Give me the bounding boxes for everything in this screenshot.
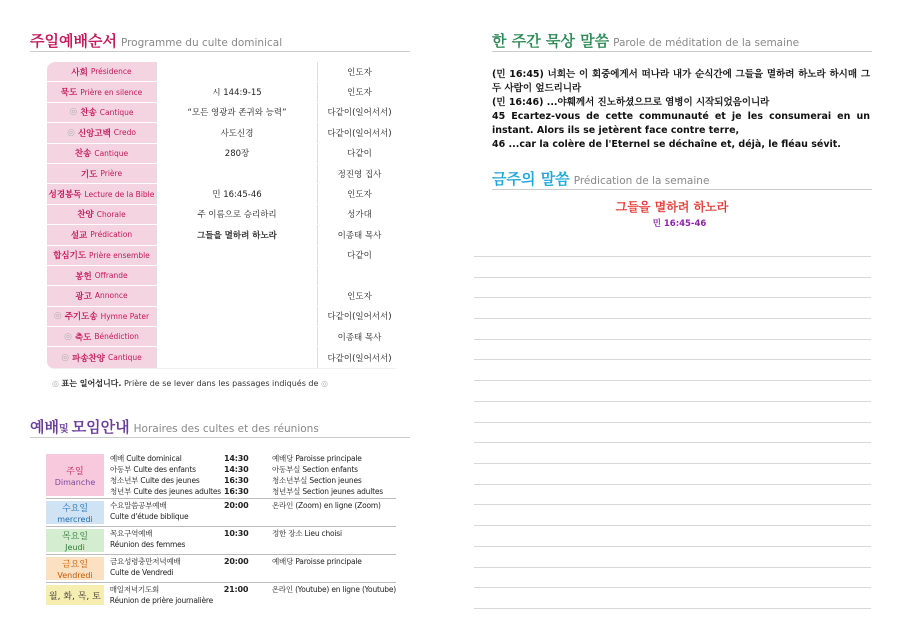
- program-row: [47, 103, 401, 123]
- ring-icon: ◎: [53, 311, 62, 322]
- schedule-day-ko: 월, 화, 목, 토: [48, 591, 101, 602]
- schedule-items: [104, 499, 396, 526]
- program-item-label: [47, 246, 156, 265]
- note-line: [474, 525, 871, 526]
- program-item-fr: Lecture de la Bible: [84, 189, 155, 199]
- program-item-content: 그들을 멸하려 하노라: [156, 225, 318, 244]
- program-item-fr: Cantique: [99, 107, 134, 117]
- program-item-ko: 축도: [74, 332, 92, 343]
- program-item-person: 인도자: [318, 82, 401, 101]
- program-row: [47, 347, 401, 367]
- schedule-item-name: 청년부 Culte des jeunes adultes: [110, 487, 221, 496]
- program-item-fr: Cantique: [94, 148, 129, 158]
- program-item-fr: Prière: [100, 169, 123, 179]
- schedule-day-fr: Vendredi: [57, 571, 93, 580]
- program-item-label: [47, 103, 156, 122]
- schedule-item-name: 목요구역예배: [110, 529, 153, 538]
- program-item-person: 다같이(일어서서): [318, 347, 401, 367]
- schedule-item-name: Culte d'étude biblique: [110, 512, 189, 521]
- schedule-item-place: [272, 511, 396, 522]
- program-row: [47, 184, 401, 204]
- schedule-items: [104, 527, 396, 554]
- schedule-item-time: [224, 567, 272, 578]
- program-item-content: 주 이름으로 승리하리: [156, 205, 318, 224]
- note-line: [474, 484, 871, 485]
- program-item-fr: Prière en silence: [80, 87, 143, 97]
- program-row: [47, 82, 401, 102]
- program-item-person: 다같이: [318, 246, 401, 265]
- schedule-table: [46, 452, 396, 607]
- program-item-content: [156, 327, 318, 346]
- program-item-fr: Credo: [113, 128, 136, 138]
- schedule-items: [104, 555, 396, 582]
- schedule-item-place: [272, 539, 396, 550]
- sermon-text: 그들을 멸하려 하노라: [615, 200, 729, 214]
- schedule-title-fr: Horaires des cultes et des réunions: [133, 423, 319, 435]
- schedule-day-ko: 목요일: [61, 532, 89, 542]
- note-line: [474, 318, 871, 319]
- meditation-title-fr: Parole de méditation de la semaine: [613, 37, 800, 49]
- schedule-row: [46, 583, 396, 607]
- schedule-item-place: 온라인 (Zoom) en ligne (Zoom): [272, 501, 381, 510]
- program-item-label: [47, 347, 156, 367]
- program-title-fr: Programme du culte dominical: [120, 37, 283, 49]
- sermon-title-ko: 금주의 말씀: [492, 170, 570, 188]
- program-item-label: [47, 144, 156, 163]
- schedule-item-place: [272, 595, 396, 606]
- note-line: [474, 339, 871, 340]
- schedule-day-ko: 수요일: [61, 504, 89, 514]
- program-row: [47, 307, 401, 327]
- program-item-person: 이종태 목사: [318, 225, 401, 244]
- program-row: [47, 123, 401, 143]
- schedule-items: [104, 583, 396, 607]
- schedule-item-place: 예배당 Paroisse principale: [272, 557, 362, 566]
- program-item-label: [47, 82, 156, 101]
- program-row: [47, 205, 401, 225]
- program-item-label: [47, 225, 156, 244]
- meditation-line: 46 ...car la colère de l'Eternel se déchaîne et, déjà, le fléau sévit.: [492, 139, 841, 150]
- schedule-item: [110, 528, 396, 539]
- program-item-fr: Annonce: [94, 291, 128, 301]
- program-item-fr: Prière ensemble: [89, 250, 150, 260]
- schedule-row: [46, 555, 396, 583]
- schedule-row: [46, 452, 396, 499]
- meditation-line: (민 16:46) ...야훼께서 진노하셨으므로 염병이 시작되었음이니라: [492, 97, 770, 108]
- schedule-item-name: 수요말씀공부예배: [110, 501, 167, 510]
- schedule-item-place: 청소년부실 Section jeunes: [272, 476, 362, 485]
- program-section-title: [30, 30, 282, 51]
- program-item-ko: 신앙고백: [77, 128, 111, 139]
- note-line: [474, 546, 871, 547]
- meditation-line: 45 Ecartez-vous de cette communauté et je les consumerai en un instant. Alors ils se jetèrent face contre terre,: [492, 111, 870, 136]
- schedule-item-name: Réunion de prière journalière: [109, 596, 214, 605]
- schedule-item: [110, 511, 396, 522]
- schedule-item-name: 금요성령충만저녁예배: [110, 557, 181, 566]
- sermon-reference: 민 16:45-46: [652, 219, 707, 229]
- program-item-content: [156, 246, 318, 265]
- program-title-rule: [30, 51, 410, 52]
- program-item-content: 시 144:9-15: [156, 82, 318, 101]
- schedule-item-time: 14:30: [224, 465, 249, 474]
- note-line: [474, 256, 871, 257]
- program-row: [47, 246, 401, 266]
- schedule-day: [46, 454, 104, 496]
- program-row: [47, 286, 401, 306]
- note-line: [474, 608, 871, 609]
- schedule-item-time: 16:30: [224, 487, 249, 496]
- program-row: [47, 144, 401, 164]
- schedule-item-name: 예배 Culte dominical: [110, 454, 182, 463]
- program-item-fr: Prédication: [90, 230, 133, 240]
- meditation-text: [492, 68, 870, 152]
- schedule-row: [46, 499, 396, 527]
- schedule-section-title: [30, 416, 319, 437]
- program-row: [47, 62, 401, 82]
- program-item-content: [156, 62, 318, 81]
- program-item-person: 이종태 목사: [318, 327, 401, 346]
- schedule-item-place: 예배당 Paroisse principale: [272, 454, 362, 463]
- program-row: [47, 327, 401, 347]
- schedule-item-place: 온라인 (Youtube) en ligne (Youtube): [271, 585, 396, 594]
- program-item-person: 다같이(일어서서): [318, 103, 401, 122]
- program-item-person: 다같이(일어서서): [318, 123, 401, 142]
- schedule-item: [110, 595, 396, 606]
- note-line: [474, 359, 871, 360]
- program-item-content: [156, 307, 318, 326]
- schedule-item-name: Culte de Vendredi: [110, 568, 174, 577]
- program-item-label: [47, 327, 156, 346]
- program-item-person: 다같이: [318, 144, 401, 163]
- ring-icon: ◎: [61, 352, 70, 363]
- program-item-label: [47, 307, 156, 326]
- schedule-item-place: 아동부실 Section enfants: [272, 465, 358, 474]
- program-item-fr: Cantique: [107, 353, 142, 363]
- program-row: [47, 225, 401, 245]
- note-fr: Prière de se lever dans les passages indiqués de: [124, 379, 319, 388]
- program-item-content: 280장: [156, 144, 318, 163]
- note-line: [474, 380, 871, 381]
- program-item-content: 사도신경: [156, 123, 318, 142]
- program-item-ko: 찬송: [80, 108, 97, 119]
- schedule-row: [46, 527, 396, 555]
- program-item-fr: Bénédiction: [94, 332, 139, 342]
- program-item-person: 성가대: [318, 205, 401, 224]
- program-item-fr: Chorale: [96, 209, 126, 219]
- schedule-day: [46, 557, 104, 580]
- schedule-item-time: 20:00: [224, 557, 249, 566]
- schedule-item-name: Réunion des femmes: [110, 540, 186, 549]
- program-item-label: [47, 184, 156, 203]
- schedule-day-ko: 금요일: [61, 560, 89, 570]
- schedule-title-rule: [30, 437, 410, 438]
- schedule-item: [110, 475, 396, 486]
- schedule-item-time: 10:30: [224, 529, 249, 538]
- schedule-day: [46, 501, 104, 524]
- program-item-fr: Hymne Pater: [100, 311, 150, 321]
- schedule-day-fr: Dimanche: [54, 477, 96, 487]
- schedule-item: [110, 500, 396, 511]
- program-row: [47, 266, 401, 286]
- schedule-item: [110, 567, 396, 578]
- program-item-label: [47, 164, 156, 183]
- schedule-day: [46, 585, 104, 605]
- schedule-item: [110, 453, 396, 464]
- program-item-ko: 기도: [80, 169, 98, 180]
- program-item-label: [47, 266, 156, 285]
- note-line: [474, 442, 871, 443]
- ring-icon: ◎: [67, 127, 75, 138]
- note-line: [474, 422, 871, 423]
- note-line: [474, 587, 871, 588]
- program-row: [47, 164, 401, 184]
- schedule-item-time: [224, 511, 272, 522]
- schedule-title-ko: 예배및 모임안내: [30, 418, 130, 436]
- schedule-item-name: 청소년부 Culte des jeunes: [110, 476, 200, 485]
- schedule-item-time: [224, 595, 272, 606]
- note-line: [474, 504, 871, 505]
- program-item-label: [47, 62, 156, 81]
- schedule-item: [110, 464, 396, 475]
- program-item-content: [156, 164, 318, 183]
- program-table: [47, 62, 401, 369]
- meditation-line: (민 16:45) 너희는 이 회중에게서 떠나라 내가 순식간에 그들을 멸하려 하노라 하시매 그 두 사람이 엎드리니라: [492, 69, 870, 94]
- standing-note: [52, 378, 328, 389]
- sermon-section-title: [492, 168, 709, 189]
- schedule-items: [104, 452, 396, 498]
- ring-icon: ◎: [69, 107, 78, 118]
- program-item-ko: 광고: [75, 291, 92, 302]
- program-item-person: 인도자: [318, 62, 401, 81]
- note-ko: 표는 일어섭니다.: [61, 379, 122, 388]
- note-line: [474, 463, 871, 464]
- program-item-ko: 찬송: [74, 149, 92, 160]
- schedule-item: [110, 486, 396, 497]
- schedule-item-name: 매일저녁기도회: [109, 585, 160, 594]
- note-line: [474, 277, 871, 278]
- program-item-ko: 찬양: [77, 210, 94, 221]
- schedule-item-place: 청년부실 Section jeunes adultes: [272, 487, 383, 496]
- meditation-section-title: [492, 30, 799, 51]
- schedule-item-place: 정한 장소 Lieu choisi: [272, 529, 342, 538]
- program-item-ko: 봉헌: [75, 271, 92, 282]
- program-item-content: “모든 영광과 존귀와 능력”: [156, 103, 318, 122]
- meditation-title-rule: [492, 51, 872, 52]
- program-item-fr: Offrande: [94, 271, 128, 281]
- program-item-ko: 주기도송: [64, 312, 98, 323]
- program-item-person: [318, 266, 401, 285]
- program-item-ko: 사회: [71, 67, 88, 78]
- program-item-person: 정진영 집사: [318, 164, 401, 183]
- sermon-title-rule: [492, 189, 872, 190]
- program-item-label: [47, 123, 156, 142]
- program-item-person: 인도자: [318, 286, 401, 305]
- sermon-title-fr: Prédication de la semaine: [573, 175, 710, 187]
- schedule-day: [46, 529, 104, 552]
- schedule-item-time: 14:30: [224, 454, 249, 463]
- program-item-ko: 설교: [70, 230, 88, 241]
- program-item-content: [156, 286, 318, 305]
- schedule-item-time: [224, 539, 272, 550]
- note-line: [474, 401, 871, 402]
- program-item-ko: 묵도: [60, 88, 78, 99]
- note-line: [474, 297, 871, 298]
- program-item-content: 민 16:45-46: [156, 184, 318, 203]
- program-item-label: [47, 286, 156, 305]
- schedule-item-time: 16:30: [224, 476, 249, 485]
- program-item-ko: 성경봉독: [48, 190, 82, 201]
- program-item-content: [156, 266, 318, 285]
- meditation-title-ko: 한 주간 묵상 말씀: [492, 32, 610, 50]
- schedule-item-time: 20:00: [224, 501, 249, 510]
- schedule-item: [110, 584, 396, 595]
- schedule-day-fr: Jeudi: [65, 543, 85, 552]
- program-item-label: [47, 205, 156, 224]
- ring-icon: ◎: [320, 379, 328, 388]
- ring-icon: ◎: [64, 331, 72, 342]
- schedule-day-fr: mercredi: [57, 515, 93, 524]
- schedule-item: [110, 539, 396, 550]
- program-item-ko: 합심기도: [53, 251, 87, 262]
- schedule-item-name: 아동부 Culte des enfants: [110, 465, 196, 474]
- program-item-person: 다같이(일어서서): [318, 307, 401, 326]
- note-line: [474, 567, 871, 568]
- program-item-ko: 파송찬양: [72, 353, 105, 364]
- schedule-item: [110, 556, 396, 567]
- program-item-content: [156, 347, 318, 367]
- schedule-item-time: 21:00: [223, 585, 249, 594]
- schedule-item-place: [272, 567, 396, 578]
- program-title-ko: 주일예배순서: [30, 32, 117, 50]
- schedule-day-ko: 주일: [66, 466, 84, 477]
- program-item-fr: Présidence: [90, 67, 132, 77]
- ring-icon: ◎: [52, 379, 59, 388]
- program-item-person: 인도자: [318, 184, 401, 203]
